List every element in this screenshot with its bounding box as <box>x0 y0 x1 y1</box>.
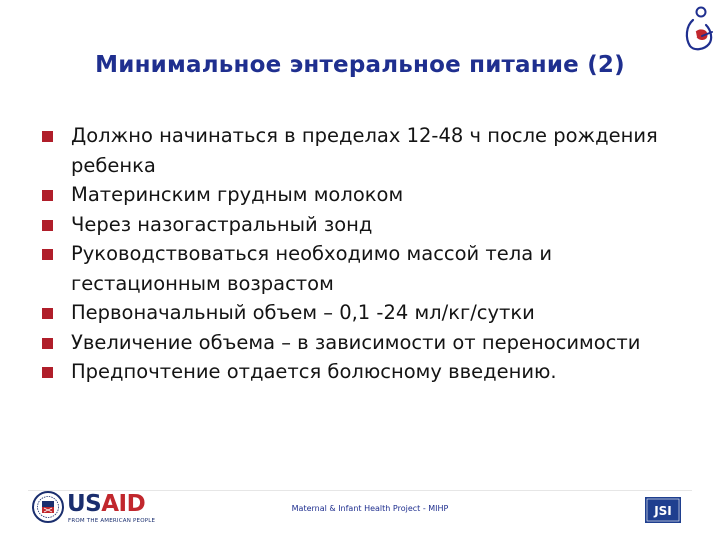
jsi-logo-icon <box>645 497 681 523</box>
bullet-square-icon <box>42 220 53 231</box>
svg-text:JSI: JSI <box>654 504 672 518</box>
list-item <box>42 298 682 328</box>
list-item <box>42 210 682 240</box>
bullet-text: Предпочтение отдается болюсному введению. <box>71 360 557 383</box>
bullet-square-icon <box>42 338 53 349</box>
footer-project-text: Maternal & Infant Health Project - MIHP <box>291 504 449 513</box>
bullet-square-icon <box>42 249 53 260</box>
list-item <box>42 239 682 298</box>
bullet-text: Через назогастральный зонд <box>71 212 373 236</box>
list-item <box>42 121 682 180</box>
bullet-text: Должно начинаться в пределах 12-48 ч после рождения ребенка <box>71 124 658 177</box>
list-item <box>42 180 682 210</box>
bullet-square-icon <box>42 367 53 378</box>
mother-child-logo-icon <box>680 6 716 52</box>
bullet-square-icon <box>42 190 53 201</box>
bullet-text: Руководствоваться необходимо массой тела и гестационным возрастом <box>71 242 553 295</box>
usaid-wordmark: USAID <box>67 491 146 517</box>
slide-title: Минимальное энтеральное питание (2) <box>95 52 625 78</box>
bullet-text: Первоначальный объем – 0,1 -24 мл/кг/сутки <box>71 301 535 324</box>
bullet-square-icon <box>42 308 53 319</box>
bullet-text: Материнским грудным молоком <box>71 183 404 206</box>
list-item <box>42 357 682 387</box>
list-item <box>42 328 682 358</box>
bullet-square-icon <box>42 131 53 142</box>
bullet-list <box>42 121 682 387</box>
bullet-text: Увеличение объема – в зависимости от переносимости <box>71 330 641 354</box>
usaid-tagline: FROM THE AMERICAN PEOPLE <box>68 518 156 524</box>
